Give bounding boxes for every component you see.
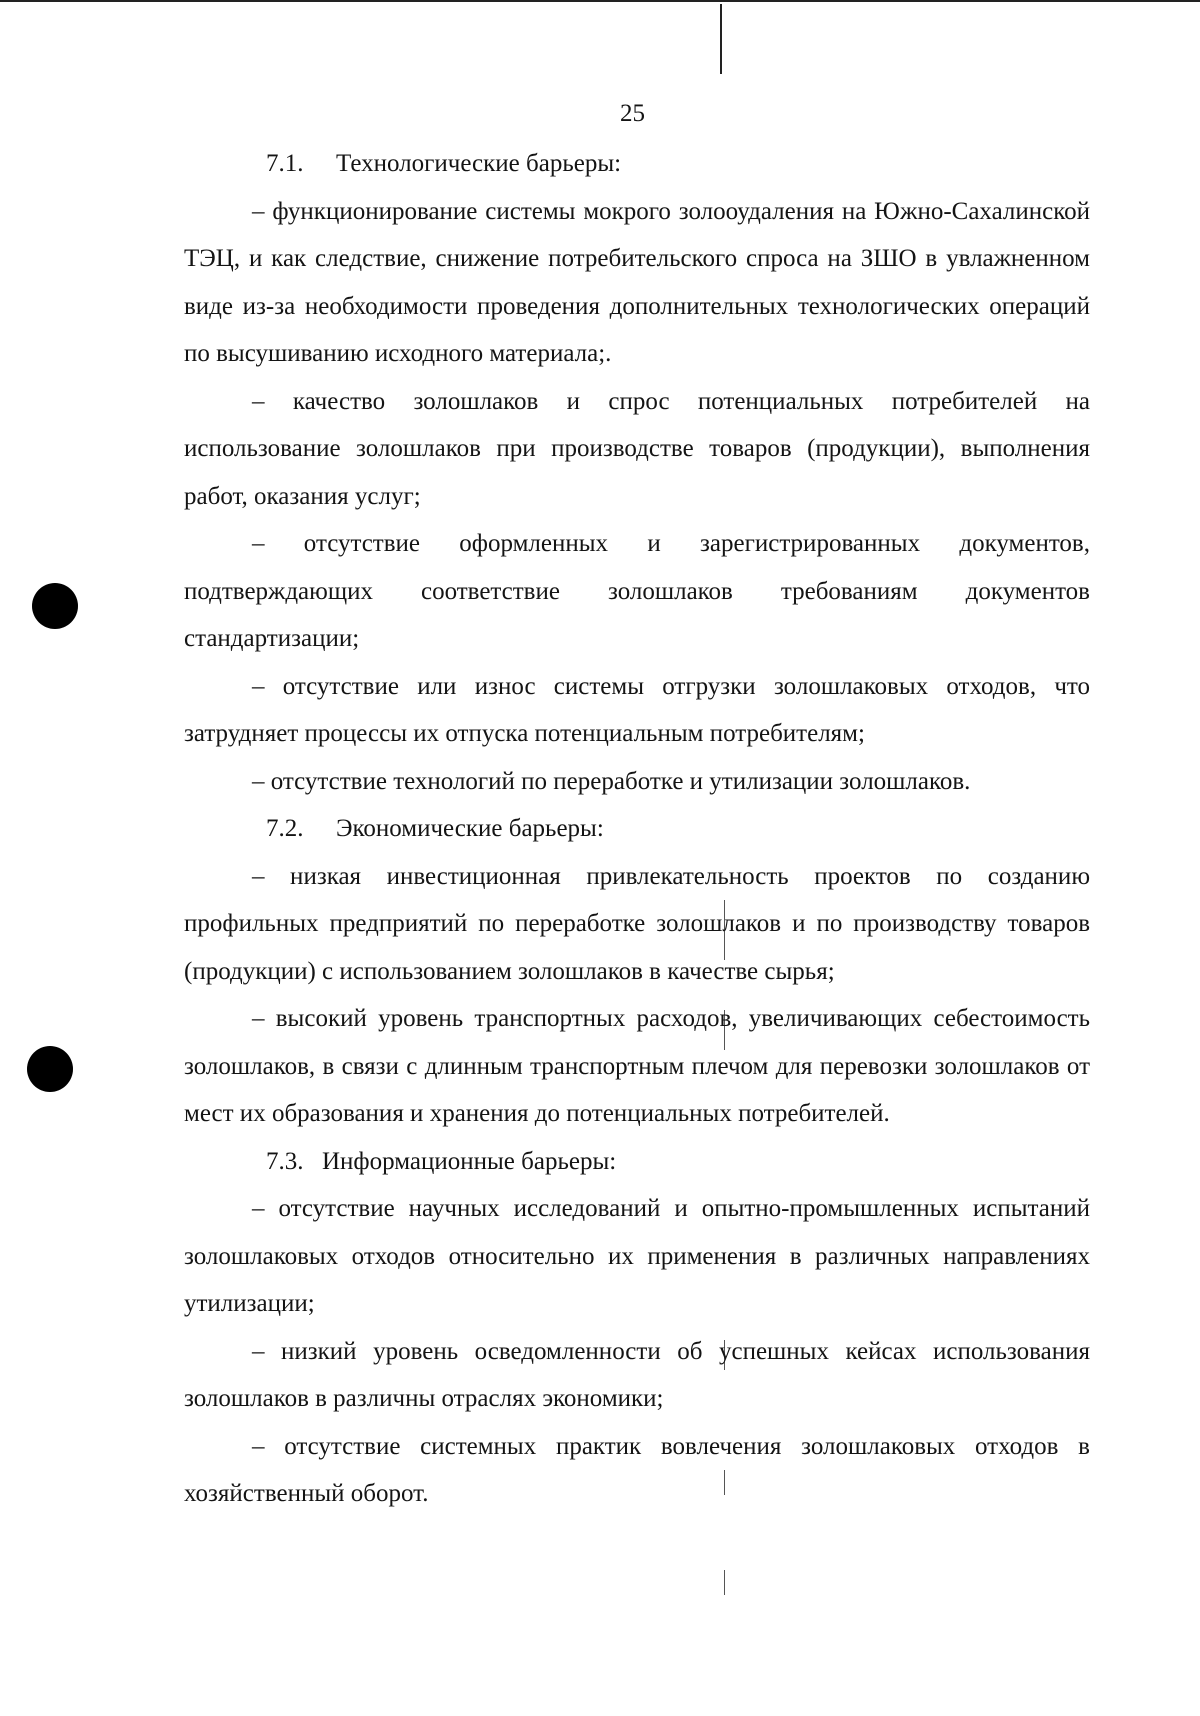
scan-artifact [724,1570,725,1595]
scan-edge-line [0,0,1200,2]
section-title: Технологические барьеры: [336,150,622,177]
list-item: – высокий уровень транспортных расходов, увеличивающих себестоимость золошлаков, в связи с длинным транспортным плечом для перевозки золошлаков от мест их образования и хранения до потенциальных потребителей. [184,1005,1090,1127]
section-title: Информационные барьеры: [322,1147,617,1175]
section-heading [184,805,1090,853]
scan-fold-line [720,4,722,74]
document-body [184,140,1090,1518]
punch-hole [27,1046,73,1092]
list-item: – отсутствие технологий по переработке и утилизации золошлаков. [252,767,971,795]
section-title: Экономические барьеры: [336,815,604,842]
list-item: – качество золошлаков и спрос потенциальных потребителей на использование золошлаков при производстве товаров (продукции), выполнения работ, оказания услуг; [184,387,1090,510]
section-heading [184,1138,1090,1186]
section-number: 7.1. [266,150,304,177]
list-item: – отсутствие или износ системы отгрузки золошлаковых отходов, что затрудняет процессы их отпуска потенциальным потребителям; [184,672,1090,747]
section-heading [184,140,1090,188]
list-item: – отсутствие системных практик вовлечения золошлаковых отходов в хозяйственный оборот. [184,1432,1090,1507]
section-number: 7.2. [266,815,304,842]
page-number: 25 [620,100,645,127]
punch-hole [32,583,78,629]
section-number: 7.3. [266,1147,304,1175]
list-item: – низкая инвестиционная привлекательность проектов по созданию профильных предприятий по переработке золошлаков и по производству товаров (продукции) с использованием золошлаков в качестве сырья; [184,862,1090,985]
list-item: – отсутствие научных исследований и опытно-промышленных испытаний золошлаковых отходов относительно их применения в различных направлениях утилизации; [184,1195,1090,1317]
list-item: – функционирование системы мокрого золооудаления на Южно-Сахалинской ТЭЦ, и как следствие, снижение потребительского спроса на ЗШО в увлажненном виде из-за необходимости проведения дополнительных технологических операций по высушиванию исходного материала;. [184,197,1090,367]
list-item: – отсутствие оформленных и зарегистрированных документов, подтверждающих соответствие золошлаков требованиям документов стандартизации; [184,530,1090,652]
list-item: – низкий уровень осведомленности об успешных кейсах использования золошлаков в различны отраслях экономики; [184,1337,1090,1412]
